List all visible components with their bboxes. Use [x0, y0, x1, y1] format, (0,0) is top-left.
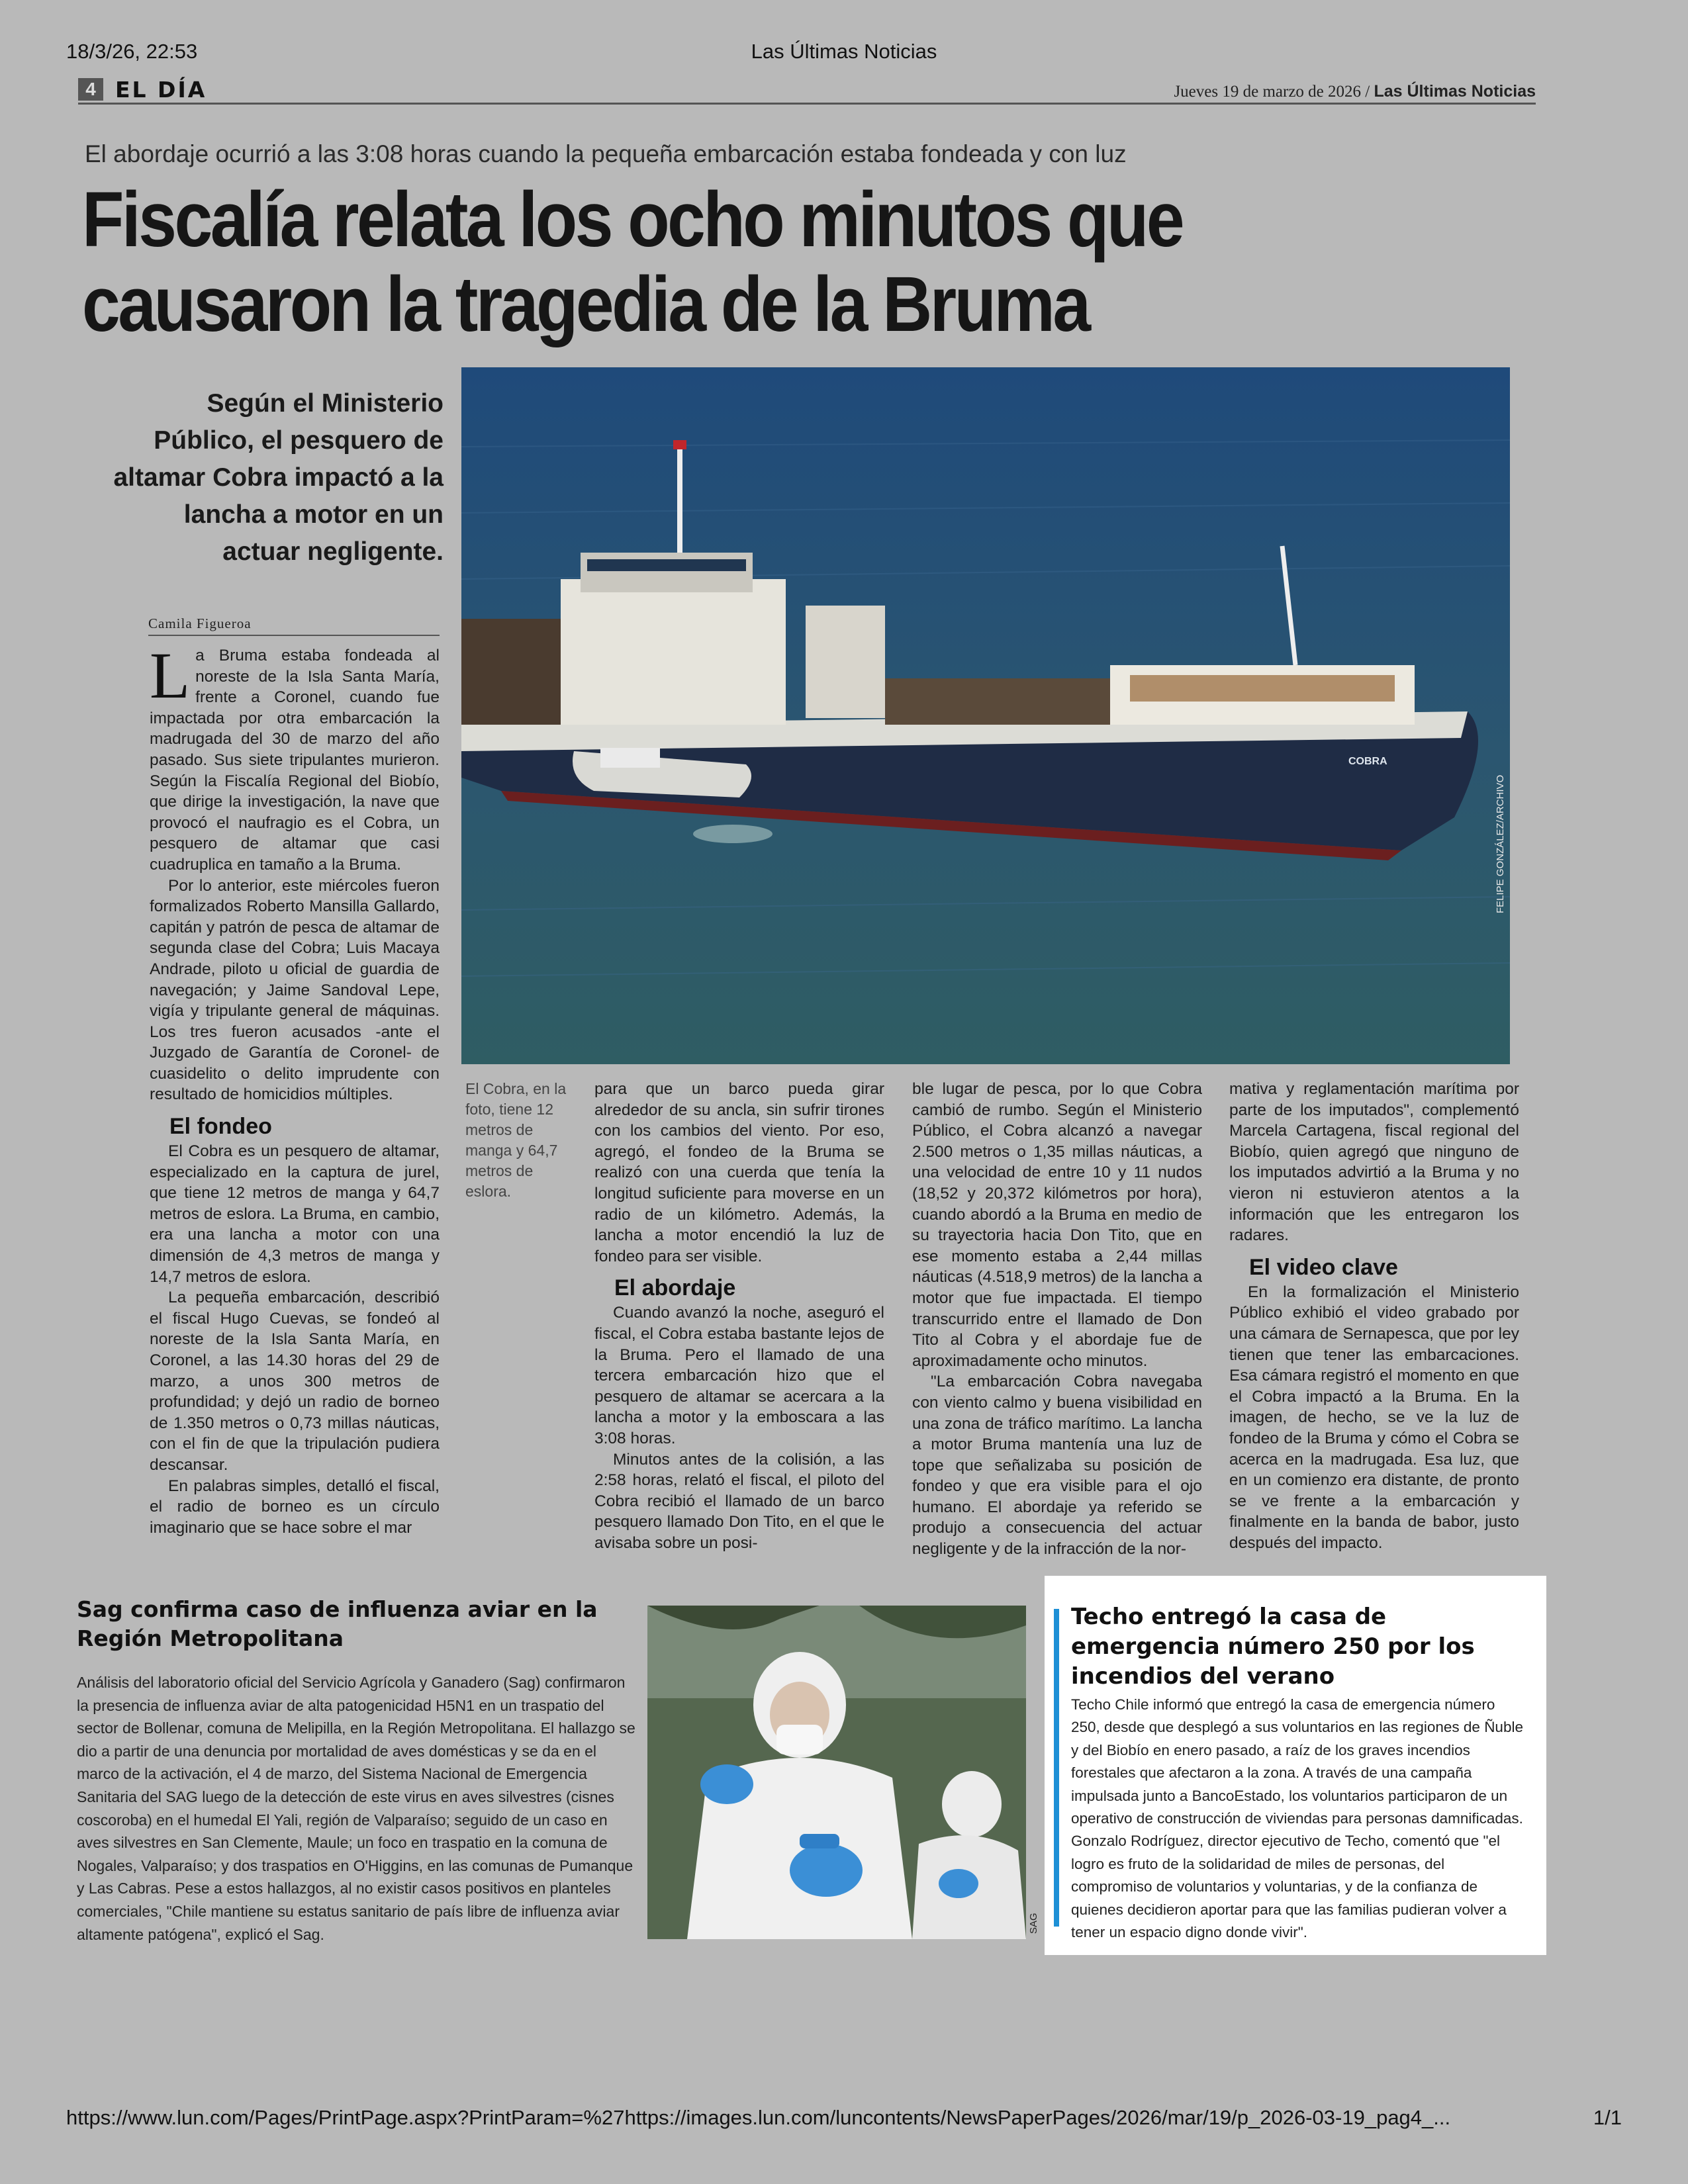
folio-dateline [1174, 82, 1536, 101]
article-headline [82, 177, 1189, 347]
photo-caption: El Cobra, en la foto, tiene 12 metros de manga y 64,7 metros de eslora. [465, 1080, 567, 1200]
col1-paragraph-2: Por lo anterior, este miércoles fueron formalizados Roberto Mansilla Gallardo, capitán y patrón de pesca de altamar de segunda clase del Cobra; Luis Macaya Andrade, piloto u oficial de guardia de navegación; y Jaime Sandoval Lepe, vigía y tripulante general de máquinas. Los tres fueron acusados -ante el Juzgado de Garantía de Coronel- de cuasidelito o delito imprudente con resultado de homicidios múltiples. [150, 876, 440, 1104]
print-page-count: 1/1 [1593, 2106, 1622, 2129]
lab-workers-illustration [647, 1606, 1026, 1939]
print-site-title: Las Últimas Noticias [751, 40, 937, 63]
article-column-1 [150, 639, 440, 1538]
print-header [66, 40, 1622, 66]
sag-body: Análisis del laboratorio oficial del Servicio Agrícola y Ganadero (Sag) confirmaron la presencia de influenza aviar de alta patogenicidad H5N1 en un traspatio del sector de Bollenar, comuna de Melipilla, en la Región Metropolitana. El hallazgo se dio a partir de una denuncia por mortalidad de aves domésticas y se da en el marco de la activación, el 4 de marzo, del Sistema Nacional de Emergencia Sanitaria del SAG luego de la detección de este virus en aves silvestres (cisnes coscoroba) en el humedal El Yali, región de Valparaíso; seguido de un caso en aves silvestres en San Clemente, Maule; un foco en traspatio en la comuna de Nogales, Valparaíso; y dos traspatios en O'Higgins, en las comunas de Pumanque y Las Cabras. Pese a estos hallazgos, al no existir casos positivos en planteles comerciales, "Chile mantiene su estatus sanitario de país libre de influenza aviar altamente patógena", explicó el Sag. [77, 1674, 635, 1943]
col3-paragraph-2: "La embarcación Cobra navegaba con viento calmo y buena visibilidad en una zona de tráfico marítimo. La lancha a motor Bruma mantenía una luz de tope que señalizaba su posición de fondeo y que era visible para el ojo humano. El abordaje ya referido se produjo a consecuencia del actuar negligente y de la infracción de la nor- [912, 1373, 1202, 1559]
folio-bar [78, 78, 1536, 105]
subhead-el-fondeo: El fondeo [169, 1114, 272, 1140]
byline: Camila Figueroa [148, 615, 440, 636]
article-column-3 [912, 1079, 1202, 1560]
sag-photo-credit: SAG [1028, 1913, 1039, 1934]
col4-paragraph-1: mativa y reglamentación marítima por parte de los imputados", complementó Marcela Cartagena, fiscal regional del Biobío, quien agregó que ninguno de los imputados advirtió a la Bruma y no vieron ni estuvieron atentos a la información que les entregaron los radares. [1229, 1080, 1519, 1245]
subhead-el-video-clave: El video clave [1249, 1254, 1398, 1280]
page-number: 4 [78, 78, 103, 101]
article-column-4 [1229, 1079, 1519, 1553]
col1-paragraph-4: La pequeña embarcación, describió el fiscal Hugo Cuevas, se fondeó al noreste de la Isla Santa María, en Coronel, a las 14.30 horas del 29 de marzo, a unos 300 metros de profundidad; y dejó un radio de borneo de 1.350 metros o 0,73 millas náuticas, con el fin de que la tripulación pudiera descansar. [150, 1289, 440, 1474]
sag-headline: Sag confirma caso de influenza aviar en la Región Metropolitana [77, 1596, 598, 1651]
print-datetime: 18/3/26, 22:53 [66, 40, 198, 63]
print-url: https://www.lun.com/Pages/PrintPage.aspx?PrintParam=%27https://images.lun.com/luncontents/NewsPaperPages/2026/mar/19/p_2026-03-19_pag4_... [66, 2106, 1451, 2129]
col2-paragraph-1: para que un barco pueda girar alrededor de su ancla, sin sufrir tirones con los cambios del viento. Por eso, agregó, el fondeo de la Bruma se realizó con una cuerda que tenía la longitud suficiente para moverse en un radio de un kilómetro. Además, la lancha a motor encendió la luz de fondeo para ser visible. [594, 1080, 884, 1265]
col2-paragraph-3: Minutos antes de la colisión, a las 2:58 horas, relató el fiscal, el piloto del Cobra recibió el llamado de un barco pesquero llamado Don Tito, en el que le avisaba sobre un posi- [594, 1450, 884, 1552]
techo-headline: Techo entregó la casa de emergencia número 250 por los incendios del verano [1071, 1604, 1475, 1690]
photo-credit: FELIPE GONZÁLEZ/ARCHIVO [1495, 774, 1506, 913]
section-name: EL DÍA [115, 77, 207, 103]
techo-box [1045, 1576, 1546, 1955]
article-column-2 [594, 1079, 884, 1553]
headline-line-1: Fiscalía relata los ocho minutos que [82, 176, 1183, 263]
col1-paragraph-3: El Cobra es un pesquero de altamar, especializado en la captura de jurel, que tiene 12 metros de manga y 64,7 metros de eslora. La Bruma, en cambio, era una lancha a motor con una dimensión de 4,3 metros de manga y 14,7 metros de eslora. [150, 1142, 440, 1286]
col4-paragraph-2: En la formalización el Ministerio Público exhibió el video grabado por una cámara de Sernapesca, que por ley tienen que tener las embarcaciones. Esa cámara registró el momento en que el Cobra impactó a la Bruma. En la imagen, de hecho, se ve la luz de fondeo de la Bruma y cómo el Cobra se acerca en la madrugada. Esa luz, que en un comienzo era distante, de pronto se ve frente a la embarcación y finalmente en la banda de babor, justo después del impacto. [1229, 1283, 1519, 1552]
folio-paper: Las Últimas Noticias [1374, 82, 1536, 101]
article-deck: Según el Ministerio Público, el pesquero de altamar Cobra impactó a la lancha a motor en un actuar negligente. [113, 389, 444, 566]
subhead-el-abordaje: El abordaje [614, 1275, 736, 1301]
col3-paragraph-1: ble lugar de pesca, por lo que Cobra cambió de rumbo. Según el Ministerio Público, el Cobra alcanzó a navegar 2.500 metros o 1,35 millas náuticas, a una velocidad de entre 10 y 11 nudos (18,52 y 20,372 kilómetros por hora), cuando abordó a la Bruma en medio de su trayectoria hacia Don Tito, que en ese momento estaba a 2,44 millas náuticas (4.518,9 metros) de la lancha a motor que fue impactada. El tiempo transcurrido entre el llamado de Don Tito al Cobra y el abordaje fue de aproximadamente ocho minutos. [912, 1080, 1202, 1370]
col2-paragraph-2: Cuando avanzó la noche, aseguró el fiscal, el Cobra estaba bastante lejos de la Bruma. Pero el llamado de una tercera embarcación hizo que el pesquero de altamar se acercara a la lancha a motor y la emboscara a las 3:08 horas. [594, 1304, 884, 1447]
techo-body: Techo Chile informó que entregó la casa de emergencia número 250, desde que desplegó a sus voluntarios en las regiones de Ñuble y del Biobío en enero pasado, a raíz de los graves incendios forestales que afectaron a la zona. A través de una campaña impulsada junto a BancoEstado, los voluntarios participaron de un operativo de construcción de viviendas para personas damnificadas. Gonzalo Rodríguez, director ejecutivo de Techo, comentó que "el logro es fruto de la solidaridad de miles de personas, del compromiso de voluntarios y voluntarias, y de la confianza de quienes decidieron aportar para que las familias pudieran volver a tener un espacio digno donde vivir". [1071, 1696, 1523, 1941]
ship-name-label: COBRA [1348, 756, 1387, 767]
dropcap: L [150, 639, 191, 712]
col1-paragraph-5: En palabras simples, detalló el fiscal, el radio de borneo es un círculo imaginario que se hace sobre el mar [150, 1477, 440, 1537]
headline-line-2: causaron la tragedia de la Bruma [82, 261, 1089, 348]
sag-photo [647, 1606, 1026, 1939]
accent-bar [1054, 1609, 1059, 1927]
ship-illustration [461, 367, 1510, 1064]
folio-date: Jueves 19 de marzo de 2026 / [1174, 83, 1370, 101]
article-kicker: El abordaje ocurrió a las 3:08 horas cuando la pequeña embarcación estaba fondeada y con luz [85, 140, 1127, 167]
ship-photo [461, 367, 1510, 1064]
col1-paragraph-1: a Bruma estaba fondeada al noreste de la Isla Santa María, frente a Coronel, cuando fue impactada por otra embarcación la madrugada del 30 de marzo del año pasado. Sus siete tripulantes murieron. Según la Fiscalía Regional del Biobío, que dirige la investigación, la nave que provocó el naufragio es el Cobra, un pesquero de altamar que casi cuadruplica en tamaño a la Bruma. [150, 647, 440, 874]
